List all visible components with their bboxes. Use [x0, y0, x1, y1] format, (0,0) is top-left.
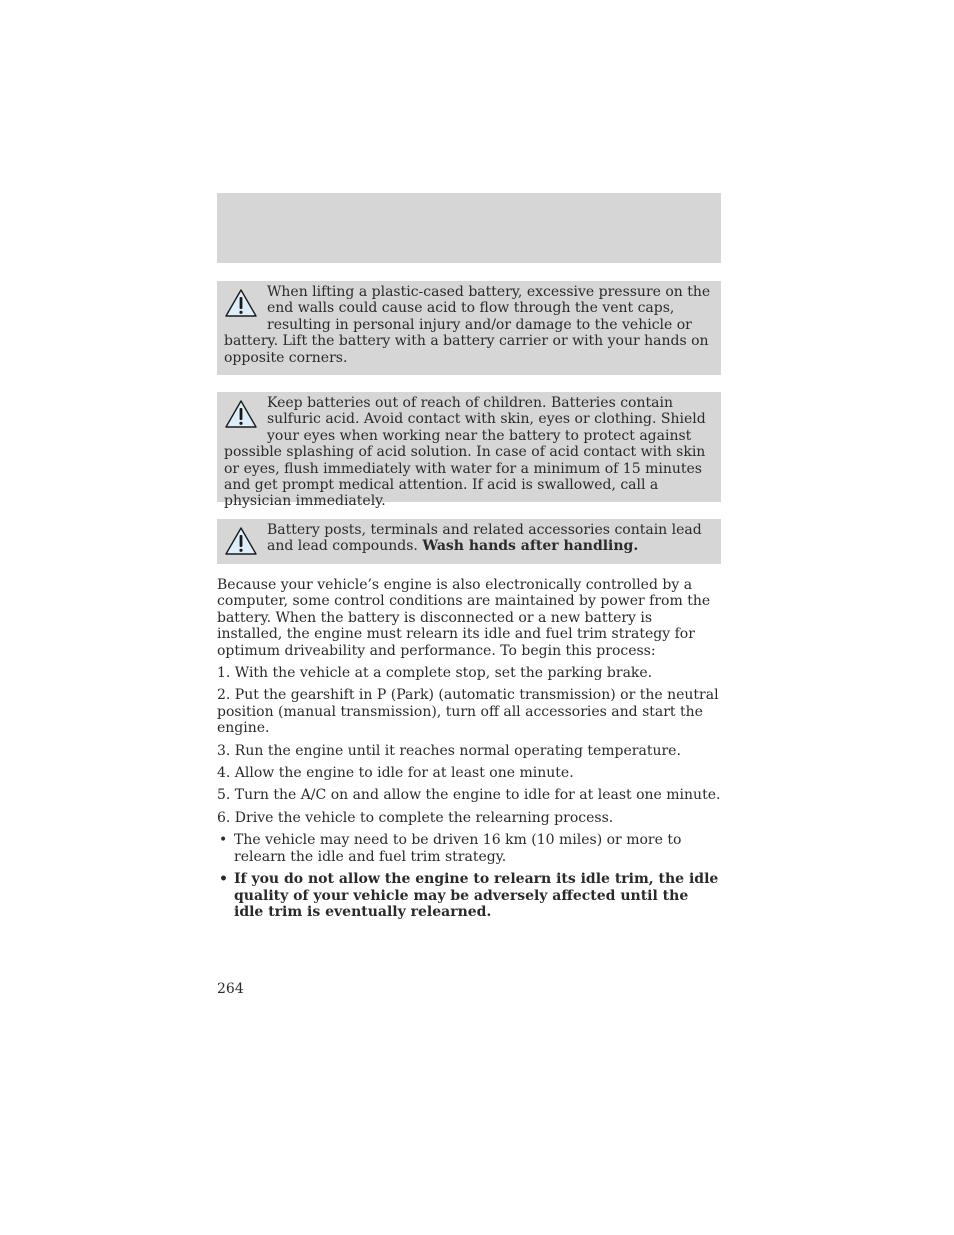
bullet-item-drive-distance — [217, 832, 721, 865]
bullet-text: The vehicle may need to be driven 16 km (10 miles) or more to relearn the idle and fuel trim strategy. — [234, 832, 682, 865]
warning-text: Battery posts, terminals and related accessories contain lead and lead compounds. — [267, 522, 702, 555]
warning-text: When lifting a plastic-cased battery, excessive pressure on the end walls could cause acid to flow through the vent caps, resulting in personal injury and/or damage to the vehicle or battery. Lift the battery with a battery carrier or with your hands on opposite corners. — [224, 284, 711, 366]
warning-triangle-icon — [224, 399, 258, 429]
warning-box-children-acid — [217, 392, 721, 510]
warning-text: Keep batteries out of reach of children. Batteries contain sulfuric acid. Avoid contact with skin, eyes or clothing. Shield your eyes when working near the battery to protect against possible splashing of acid solution. In case of acid contact with skin or eyes, flush immediately with water for a minimum of 15 minutes and get prompt medical attention. If acid is swallowed, call a physician immediately. — [224, 395, 706, 510]
section-header-band — [217, 193, 721, 263]
warning-triangle-icon — [224, 526, 258, 556]
step-1: 1. With the vehicle at a complete stop, set the parking brake. — [217, 665, 653, 682]
page-number: 264 — [217, 981, 244, 997]
step-4: 4. Allow the engine to idle for at least one minute. — [217, 765, 574, 782]
bullet-text: If you do not allow the engine to relearn its idle trim, the idle quality of your vehicle may be adversely affected until the idle trim is eventually relearned. — [234, 871, 719, 920]
intro-paragraph: Because your vehicle’s engine is also electronically controlled by a computer, some control conditions are maintained by power from the battery. When the battery is disconnected or a new battery is installed, the engine must relearn its idle and fuel trim strategy for optimum driveability and performance. To begin this process: — [217, 577, 711, 659]
bullet-dot: • — [219, 871, 228, 888]
step-2: 2. Put the gearshift in P (Park) (automatic transmission) or the neutral position (manual transmission), turn off all accessories and start the engine. — [217, 687, 719, 737]
warning-bold-text: Wash hands after handling. — [422, 538, 639, 555]
bullet-item-idle-trim-warning — [217, 871, 721, 920]
warning-box-plastic-battery — [217, 281, 721, 375]
warning-triangle-icon — [224, 288, 258, 318]
body-text — [217, 577, 721, 926]
step-6: 6. Drive the vehicle to complete the relearning process. — [217, 809, 614, 826]
step-5: 5. Turn the A/C on and allow the engine to idle for at least one minute. — [217, 787, 721, 804]
bullet-dot: • — [219, 832, 228, 849]
step-3: 3. Run the engine until it reaches normal operating temperature. — [217, 742, 681, 759]
warning-box-lead — [217, 519, 721, 564]
